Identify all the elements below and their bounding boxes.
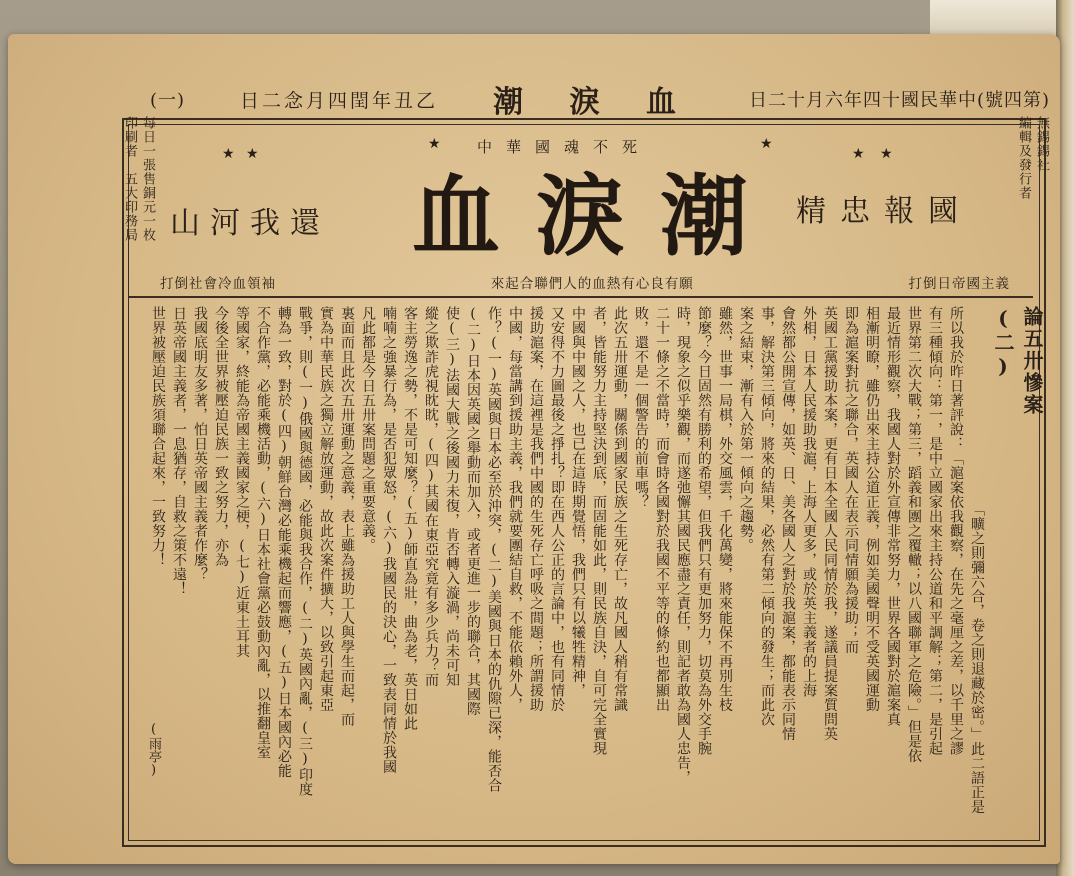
article-column: 我國底明友多著，怕日英帝國主義者作麼？ [192, 306, 208, 582]
slogan-bottom-left: 打倒社會冷血領袖 [160, 276, 276, 292]
article-column: 戰爭，則(一)俄國與德國，必能與我合作，(二)英國內亂，(三)印度 [297, 306, 313, 797]
editor-info: 編輯及發行者 [1016, 116, 1031, 200]
page-number: (一) [150, 90, 186, 111]
article-column: 者，皆能努力主持堅決到底，而固能如此，則民族自決，自可完全實現 [591, 306, 607, 756]
masthead-title: 血淚潮 [411, 164, 784, 268]
article-column: 喃喃之強暴行為，是否犯眾怒，(六)我國民的決心，一致表同情於我國 [381, 306, 397, 774]
society-info: 無錫錫社 [1034, 116, 1049, 172]
lunar-date: 日二念月四閏年丑乙 [240, 89, 439, 112]
article-column: 使(三)法國大戰之後國力未復，肯否轉入漩渦，尚未可知 [444, 306, 460, 687]
article-column: 所以我於昨日著評說：「滬案依我觀察，在先之毫厘之差，以千里之謬 [948, 306, 964, 756]
article-column: 即為滬案對抗之聯合，英國人在表示同情願為援助；而 [843, 306, 859, 654]
masthead-slogan-top: 中華國魂不死 [476, 138, 651, 156]
masthead [132, 160, 1012, 270]
article-column: 相漸明瞭，雖仍出來主持公道正義，例如美國聲明不受英國運動 [864, 306, 880, 712]
star-icon: ★ [852, 146, 865, 162]
article-column: (二)日本因英國之舉動而加入，或者更進一步的聯合，其國際 [465, 306, 481, 716]
star-icon: ★ [880, 146, 893, 162]
issue-date: 日二十月六年四十國民華中(號四第) [748, 90, 1050, 111]
paper-strip [930, 0, 1074, 36]
article-column: 實為中華民族之獨立解放運動，故此次案件擴大，以致引起東亞 [318, 306, 334, 712]
star-icon: ★ [760, 136, 773, 152]
article-column: 凡此都是今日五卅案問題之重要意義。 [360, 306, 376, 553]
article-column: 轉為一致，對於(四)朝鮮台灣必能乘機起而響應，(五)日本國內必能 [276, 306, 292, 778]
article-column: 作？(一)英國與日本必至於沖突，(二)美國與日本的仇隙已深，能否合 [486, 306, 502, 793]
article-column: 又安得不力圖最後之掙扎？即在西人公正的言論中，也有同情於 [549, 306, 565, 712]
article-column: 中國與中國之人，也已在這時期覺悟，我們只有以犧牲精神， [570, 306, 586, 698]
article-column: 案之結束，漸有入於第一傾向之趨勢。 [738, 306, 754, 553]
masthead-slogan-bottom [160, 272, 1010, 292]
star-icon: ★ [428, 136, 441, 152]
article-column: 會然都公開宣傳，如英、日、美各國人之對於我滬案，都能表示同情 [780, 306, 796, 741]
printer-info: 印刷者 五大印務局 [122, 116, 137, 242]
article-column: 今後全世界被壓迫民族一致之努力，亦為 [213, 306, 229, 567]
article-column: 外相，日本人民援助我滬，上海人更多，或於英主義者的上海 [801, 306, 817, 698]
article-column: 時，現象之似乎樂觀，而遂弛懈其國民應盡之責任，則記者敢為國人忠告， [675, 306, 691, 785]
slogan-bottom-center: 來起合聯們人的血熱有心良有願 [490, 276, 694, 292]
article-column: 援助滬案，在這裡是我們中國的生死存亡呼吸之間題；所謂援助 [528, 306, 544, 712]
article-column: 此次五卅運動，關係到國家民族之生死存亡，故凡國人稍有常識 [612, 306, 628, 712]
article-column: 最近情形觀察，我國人對於外宣傳非常努力，世界各國對於滬案真 [885, 306, 901, 727]
star-icon: ★ [246, 146, 259, 162]
article-column: 「曠之則彌六合，卷之則退藏於密。」此二語正是 [969, 502, 985, 814]
article-signature: (雨亭) [146, 722, 161, 778]
article-column: 敗，還不是一個警告的前車嗎？ [633, 306, 649, 509]
article-column: 有三種傾向：第一，是中立國家出來主持公道和平調解；第二，是引起 [927, 306, 943, 756]
article-column: 英國工黨援助本案，更有日本全國人民同情於我，遂議員提案質問英 [822, 306, 838, 741]
page-header [150, 82, 1050, 120]
article-column: 世界被壓迫民族須聯合起來，一致努力！ [150, 306, 166, 567]
article-column: 節麼？今日固然有勝利的希望，但我們只有更加努力，切莫為外交手腕 [696, 306, 712, 756]
article-column: 事，解決第三傾向，將來的結果，必然有第二傾向的發生；而此次 [759, 306, 775, 727]
article-title: 論五卅慘案(二) [991, 306, 1044, 416]
masthead-slogan-left: 山河我還 [170, 206, 330, 241]
article-column: 雖然，世事一局棋，外交風雲，千化萬變，將來能保不再別生枝 [717, 306, 733, 712]
article-column: 客主勞逸之勢，不是可知麼？(五)師直為壯，曲為老，英日如此 [402, 306, 418, 731]
article-column: 日英帝國主義者，一息猶存，自救之策不遠！ [171, 306, 187, 596]
article-column: 二十一條之不當時，而會時各國對於我國不平等的條約也都顯出 [654, 306, 670, 712]
divider [128, 296, 1033, 298]
editorial-section [134, 302, 1044, 834]
article-column: 縱之欺詐虎視眈眈，(四)其國在東亞究竟有多少兵力？而 [423, 306, 439, 687]
article-column: 世界第二次大戰；第三，蹈義和團之覆轍；以八國聯軍之危險。」但是依 [906, 306, 922, 763]
star-icon: ★ [222, 146, 235, 162]
publisher-right [1016, 116, 1058, 306]
article-column: 裏面而且此次五卅運動之意義，表上雖為援助工人與學生而起，而 [339, 306, 355, 727]
slogan-bottom-right: 打倒日帝國主義 [908, 276, 1010, 292]
paper-name: 潮 淚 血 [493, 85, 694, 120]
price-info: 每日一張售銅元一枚 [140, 116, 155, 242]
article-column: 等國家，終能為帝國主義國家之梗，(七)近東土耳其 [234, 306, 250, 658]
article-column: 不合作黨，必能乘機活動，(六)日本社會黨必鼓動內亂，以推翻皇室 [255, 306, 271, 760]
article-column: 中國，每當講到援助主義，我們就要團結自救，不能依賴外人， [507, 306, 523, 712]
masthead-slogan-right: 精忠報國 [796, 194, 972, 229]
